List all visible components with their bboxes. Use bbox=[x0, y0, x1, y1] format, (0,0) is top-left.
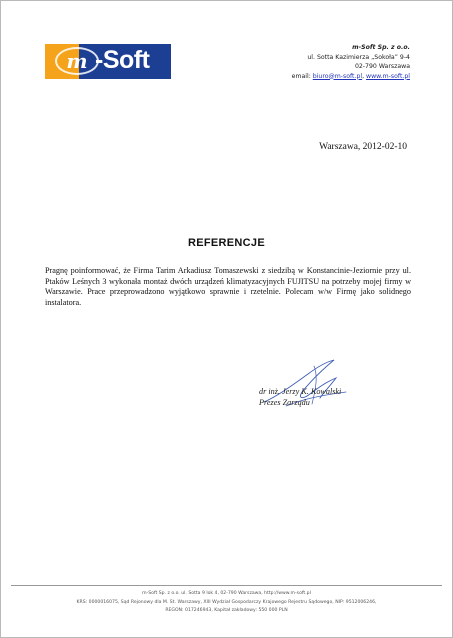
letter-title: REFERENCJE bbox=[188, 237, 265, 249]
footer-divider bbox=[11, 585, 442, 586]
letter-footer bbox=[1, 590, 452, 616]
logo-text: -Soft bbox=[95, 46, 150, 74]
footer-regon: REGON: 017246943, Kapitał zakładowy: 550 000 PLN bbox=[165, 608, 288, 613]
company-address-block bbox=[292, 43, 410, 81]
company-name: m-Soft Sp. z o.o. bbox=[352, 44, 410, 51]
footer-registry: KRS: 0000016075, Sąd Rejonowy dla M. St. Warszawy, XIII Wydział Gospodarczy Krajowego Rejestru Sądowego, NIP: 9512006246, bbox=[76, 599, 377, 605]
signatory-role: Prezes Zarządu bbox=[259, 398, 310, 407]
email-link[interactable]: biuro@m-soft.pl bbox=[312, 72, 363, 80]
company-street: ul. Sotta Kazimierza „Sokoła” 9-4 bbox=[307, 53, 410, 61]
company-city: 02-790 Warszawa bbox=[354, 63, 410, 70]
company-contact bbox=[292, 72, 410, 82]
signature-block bbox=[259, 386, 341, 408]
website-link[interactable]: www.m-soft.pl bbox=[366, 72, 410, 80]
signatory-name: dr inż. Jerzy K. Kowalski bbox=[259, 387, 342, 396]
logo-m-mark: m bbox=[55, 47, 99, 75]
footer-address: m-Soft Sp. z o.o. ul. Sotta 9 lok 4, 02-790 Warszawa, http://www.m-soft.pl bbox=[142, 591, 311, 596]
letter-body: Pragnę poinformować, że Firma Tarim Arkadiusz Tomaszewski z siedzibą w Konstancinie-Jeziornie przy ul. Ptaków Leśnych 3 wykonała montaż dwóch urządzeń klimatyzacyjnych FUJITSU na potrzeby mojej firmy w Warszawie. Prace przeprowadzono wyjątkowo sprawnie i rzetelnie. Polecam w/w Firmę jako solidnego instalatora. bbox=[45, 266, 411, 307]
contact-separator: , bbox=[362, 72, 367, 80]
letter-date: Warszawa, 2012-02-10 bbox=[319, 142, 407, 152]
company-logo bbox=[45, 44, 171, 79]
email-label: email: bbox=[291, 72, 313, 80]
